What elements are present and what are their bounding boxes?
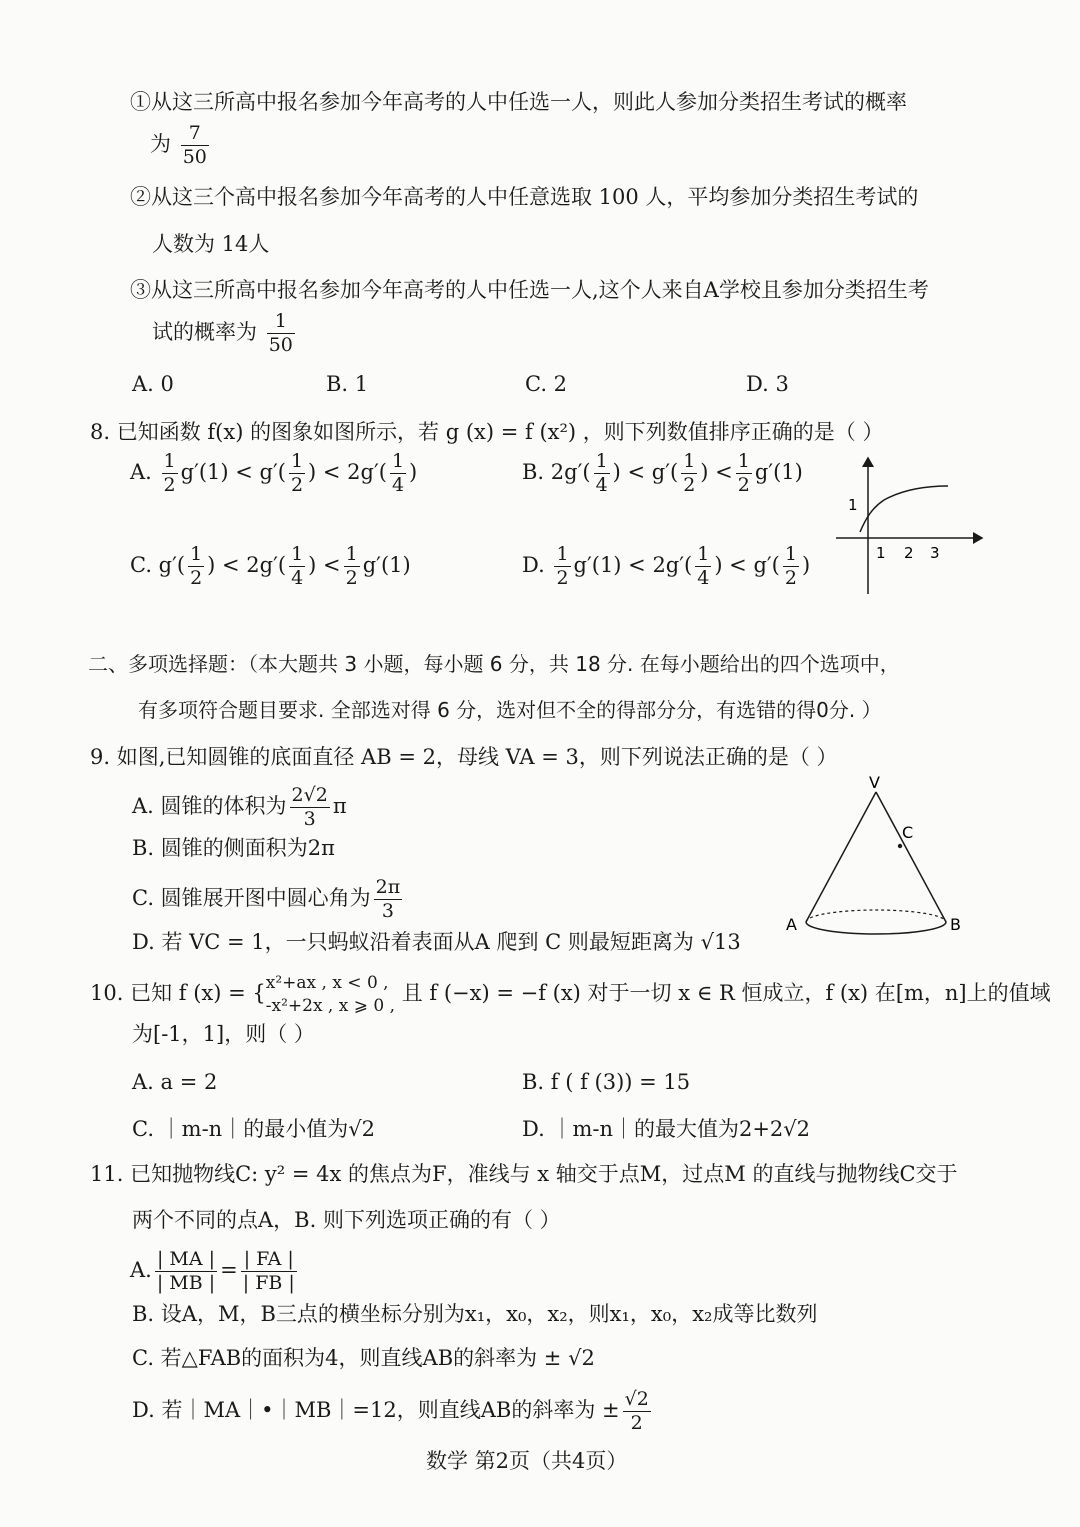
q10-piece-2: -x²+2x , x ⩾ 0 , — [265, 995, 396, 1016]
q8-stem: 8. 已知函数 f(x) 的图象如图所示，若 g (x) = f (x²) ，则下列数值排序正确的是（ ） — [90, 420, 884, 444]
q10-prefix: 10. 已知 f (x) = { — [90, 981, 266, 1005]
numerator: 1 — [784, 543, 797, 565]
q8-function-graph — [832, 452, 992, 598]
q7-option-c: C. 2 — [525, 372, 568, 396]
q8-b-text-3: g′(1) — [754, 460, 803, 484]
cone-base-front — [806, 922, 946, 934]
q9-a-prefix: A. 圆锥的体积为 — [132, 794, 287, 818]
y-tick-label: 1 — [848, 496, 858, 514]
q7-option-d: D. 3 — [746, 372, 789, 396]
cone-base-back — [806, 910, 946, 922]
q8-b-frac-3 — [736, 452, 752, 495]
q7-statement-2-line-1: ②从这三个高中报名参加今年高考的人中任意选取 100 人，平均参加分类招生考试的 — [130, 185, 919, 209]
q11-option-c: C. 若△FAB的面积为4，则直线AB的斜率为 ± √2 — [132, 1346, 595, 1370]
q7-statement-1-line-1: ①从这三所高中报名参加今年高考的人中任选一人，则此人参加分类招生考试的概率 — [130, 90, 907, 114]
q7-statement-3-line-1: ③从这三所高中报名参加今年高考的人中任选一人,这个人来自A学校且参加分类招生考 — [130, 278, 929, 302]
q8-b-label: B. 2g′( — [522, 460, 591, 484]
q9-option-c — [132, 878, 405, 921]
denominator: 4 — [291, 567, 304, 589]
numerator: 2π — [375, 876, 401, 898]
numerator: | FA | — [243, 1248, 294, 1270]
q7-statement-2-line-2: 人数为 14人 — [152, 232, 270, 256]
q8-c-text-3: g′(1) — [362, 553, 411, 577]
denominator: 2 — [290, 474, 304, 496]
q8-d-label: D. — [522, 553, 545, 577]
q7-statement-3-line-2 — [152, 312, 298, 355]
denominator: 4 — [697, 567, 710, 589]
x-tick-3: 3 — [930, 544, 940, 562]
q10-stem-line-1 — [90, 970, 1051, 1018]
q8-d-frac-1 — [554, 545, 570, 588]
q8-a-text-2: ) < 2g′( — [308, 460, 387, 484]
q7-s3-denominator: 50 — [268, 334, 293, 356]
q8-c-label: C. g′( — [130, 553, 186, 577]
q8-c-frac-2 — [289, 545, 305, 588]
denominator: 2 — [737, 474, 750, 496]
numerator: 1 — [163, 450, 176, 472]
q8-c-text-2: ) < — [308, 553, 341, 577]
numerator: 1 — [291, 543, 304, 565]
q9-option-a — [132, 786, 347, 829]
q8-c-frac-3 — [344, 545, 360, 588]
q11-d-fraction — [623, 1390, 651, 1433]
q8-d-text-1: g′(1) < 2g′( — [573, 553, 693, 577]
q8-b-frac-1 — [594, 452, 610, 495]
denominator: 2 — [784, 567, 797, 589]
q11-a-equals: = — [220, 1258, 238, 1282]
q8-d-frac-3 — [783, 545, 799, 588]
q8-a-label: A. — [130, 460, 152, 484]
q10-option-b: B. f ( f (3)) = 15 — [522, 1070, 691, 1094]
numerator: | MA | — [156, 1248, 216, 1270]
q11-stem-line-2: 两个不同的点A，B. 则下列选项正确的有（ ） — [132, 1208, 561, 1232]
function-curve — [860, 486, 948, 532]
point-c — [898, 844, 902, 848]
q8-c-frac-1 — [188, 545, 204, 588]
section-2-header-line-1: 二、多项选择题：（本大题共 3 小题，每小题 6 分，共 18 分. 在每小题给出的四个选项中， — [88, 652, 900, 676]
q9-c-prefix: C. 圆锥展开图中圆心角为 — [132, 886, 371, 910]
cone-edge-left — [806, 792, 876, 922]
numerator: 1 — [345, 543, 358, 565]
q8-b-text-2: ) < — [700, 460, 733, 484]
q8-a-frac-3 — [390, 452, 406, 495]
q7-s1-prefix: 为 — [150, 132, 171, 156]
q8-option-c — [130, 545, 411, 588]
denominator: 2 — [163, 474, 176, 496]
q10-option-a: A. a = 2 — [132, 1070, 218, 1094]
q8-a-text-3: ) — [409, 460, 418, 484]
q8-a-text-1: g′(1) < g′( — [180, 460, 286, 484]
q10-piecewise — [266, 972, 395, 1018]
numerator: 1 — [290, 450, 304, 472]
q8-option-a — [130, 452, 417, 495]
numerator: 1 — [556, 543, 569, 565]
q7-s3-prefix: 试的概率为 — [152, 320, 257, 344]
q9-option-b: B. 圆锥的侧面积为2π — [132, 836, 335, 860]
denominator: | FB | — [242, 1272, 295, 1294]
q11-option-a — [130, 1250, 300, 1293]
q9-a-suffix: π — [332, 794, 347, 818]
denominator: 2 — [623, 1411, 651, 1433]
q7-statement-1-line-2 — [150, 124, 212, 167]
q9-cone-diagram — [776, 772, 976, 950]
numerator: 2√2 — [291, 784, 328, 806]
denominator: 4 — [595, 474, 608, 496]
q8-b-text-1: ) < g′( — [612, 460, 679, 484]
q11-option-d — [132, 1390, 654, 1433]
page-footer: 数学 第2页（共4页） — [426, 1449, 628, 1473]
q11-a-label: A. — [130, 1258, 152, 1282]
q7-option-a: A. 0 — [132, 372, 174, 396]
q11-a-fraction-2 — [241, 1250, 297, 1293]
q7-s1-fraction — [181, 124, 209, 167]
q8-a-frac-2 — [289, 452, 305, 495]
q8-d-text-3: ) — [801, 553, 811, 577]
numerator: 1 — [683, 450, 696, 472]
x-tick-1: 1 — [876, 544, 886, 562]
x-tick-2: 2 — [904, 544, 914, 562]
denominator: 2 — [556, 567, 569, 589]
label-v: V — [869, 773, 880, 792]
denominator: 3 — [290, 807, 330, 829]
cone-edge-right — [876, 792, 946, 922]
q11-a-fraction-1 — [155, 1250, 217, 1293]
q10-suffix: 且 f (−x) = −f (x) 对于一切 x ∈ R 恒成立，f (x) 在[m，n]上的值域 — [401, 981, 1051, 1005]
numerator: 1 — [697, 543, 710, 565]
denominator: 2 — [345, 567, 358, 589]
q11-option-b: B. 设A，M，B三点的横坐标分别为x₁，x₀，x₂，则x₁，x₀，x₂成等比数列 — [132, 1302, 818, 1326]
q8-option-b — [522, 452, 803, 495]
q7-option-b: B. 1 — [326, 372, 369, 396]
q7-s3-fraction — [267, 312, 295, 355]
denominator: 3 — [374, 899, 403, 921]
denominator: 4 — [391, 474, 405, 496]
q11-stem-line-1: 11. 已知抛物线C: y² = 4x 的焦点为F，准线与 x 轴交于点M，过点M 的直线与抛物线C交于 — [90, 1162, 958, 1186]
denominator: 2 — [190, 567, 203, 589]
q8-a-frac-1 — [162, 452, 178, 495]
label-c: C — [902, 823, 914, 842]
denominator: | MB | — [156, 1272, 216, 1294]
numerator: 1 — [190, 543, 203, 565]
section-2-header-line-2: 有多项符合题目要求. 全部选对得 6 分，选对但不全的得部分分，有选错的得0分. ） — [138, 698, 882, 722]
q7-s3-numerator: 1 — [274, 310, 287, 332]
q9-option-d: D. 若 VC = 1，一只蚂蚁沿着表面从A 爬到 C 则最短距离为 √13 — [132, 930, 741, 954]
q9-a-fraction — [290, 786, 330, 829]
numerator: 1 — [391, 450, 405, 472]
q9-c-fraction — [374, 878, 403, 921]
q8-d-text-2: ) < g′( — [714, 553, 780, 577]
q10-option-d: D. ｜m-n｜的最大值为2+2√2 — [522, 1117, 811, 1141]
q8-c-text-1: ) < 2g′( — [207, 553, 287, 577]
denominator: 2 — [683, 474, 696, 496]
q11-d-prefix: D. 若｜MA｜•｜MB｜=12，则直线AB的斜率为 ± — [132, 1398, 620, 1422]
label-a: A — [786, 915, 797, 934]
q8-d-frac-2 — [695, 545, 711, 588]
q10-option-c: C. ｜m-n｜的最小值为√2 — [132, 1117, 375, 1141]
q9-stem: 9. 如图,已知圆锥的底面直径 AB = 2，母线 VA = 3，则下列说法正确的是（ ） — [90, 745, 838, 769]
numerator: 1 — [737, 450, 750, 472]
q10-stem-line-2: 为[-1，1]，则（ ） — [132, 1022, 315, 1046]
numerator: √2 — [624, 1388, 649, 1410]
q10-piece-1: x²+ax , x < 0 , — [265, 972, 389, 993]
label-b: B — [950, 915, 961, 934]
q8-b-frac-2 — [681, 452, 697, 495]
numerator: 1 — [595, 450, 608, 472]
q8-option-d — [522, 545, 810, 588]
q7-s1-denominator: 50 — [182, 146, 207, 168]
q7-s1-numerator: 7 — [188, 122, 201, 144]
